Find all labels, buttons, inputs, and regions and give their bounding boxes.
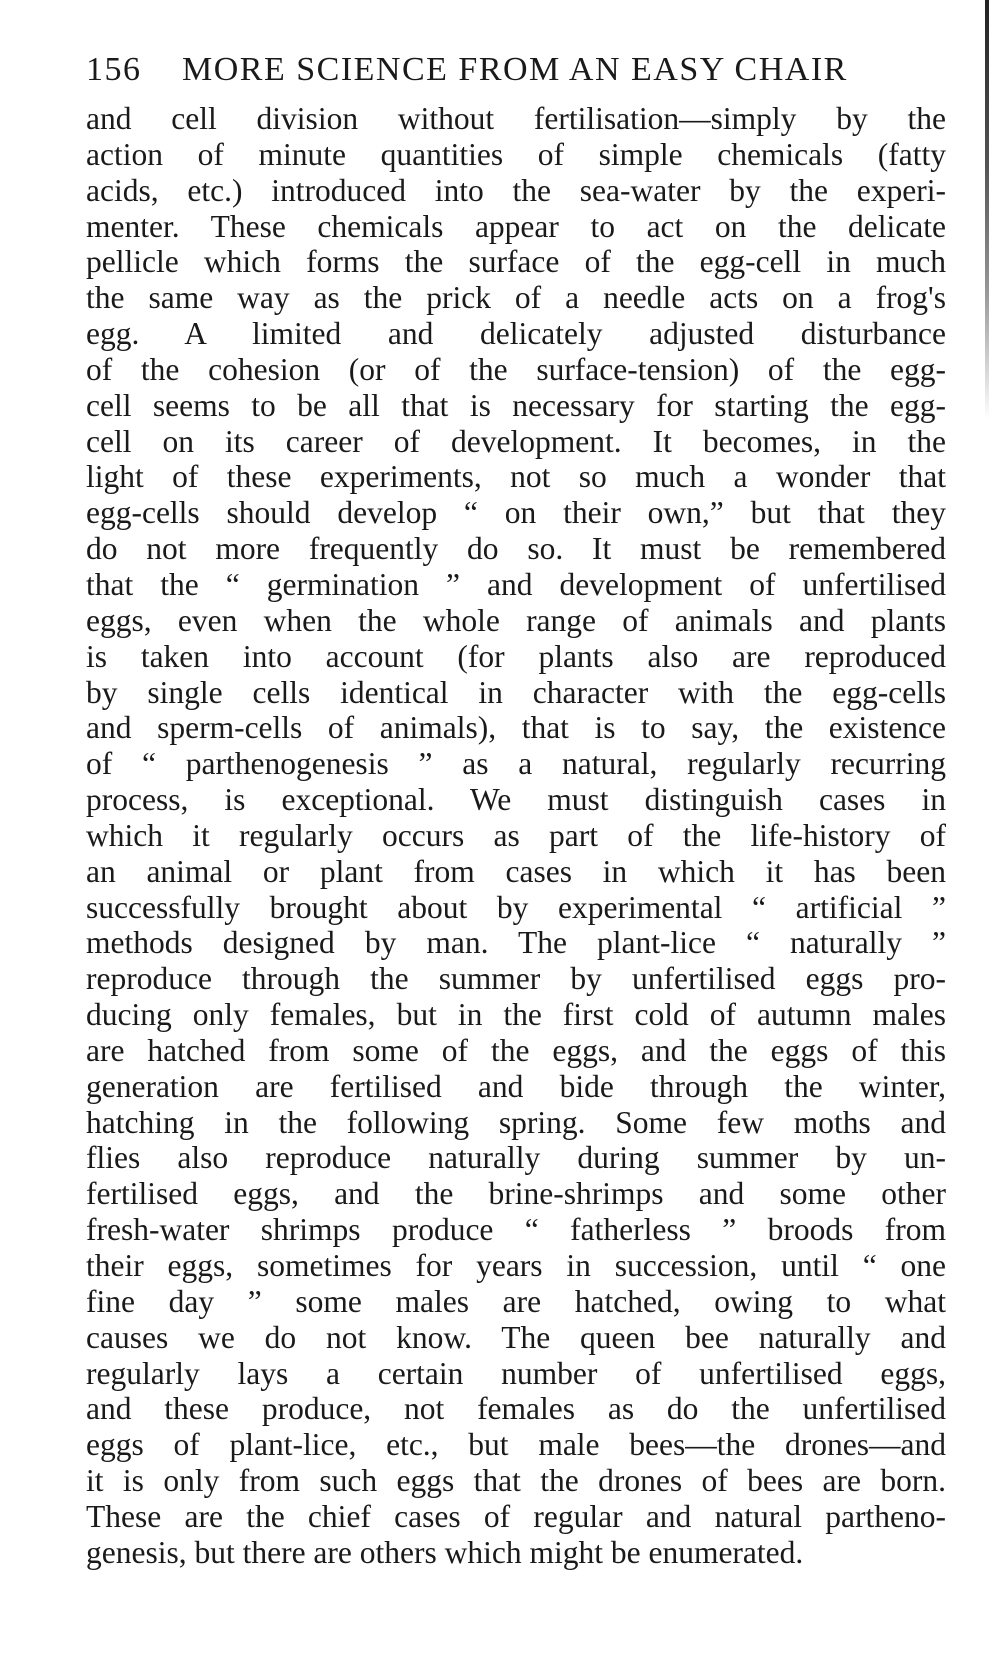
text-line: an animal or plant from cases in which it has been xyxy=(86,853,946,889)
text-line: hatching in the following spring. Some few moths and xyxy=(86,1104,946,1140)
text-line: cell seems to be all that is necessary for starting the egg- xyxy=(86,387,946,423)
text-line: of “ parthenogenesis ” as a natural, regularly recurring xyxy=(86,746,946,782)
text-line: reproduce through the summer by unfertilised eggs pro- xyxy=(86,961,946,997)
text-line: eggs, even when the whole range of animals and plants xyxy=(86,602,946,638)
text-line: fresh-water shrimps produce “ fatherless ” broods from xyxy=(86,1212,946,1248)
text-line: cell on its career of development. It becomes, in the xyxy=(86,423,946,459)
text-line: of the cohesion (or of the surface-tension) of the egg- xyxy=(86,351,946,387)
text-line: are hatched from some of the eggs, and the eggs of this xyxy=(86,1032,946,1068)
text-line: methods designed by man. The plant-lice “ naturally ” xyxy=(86,925,946,961)
text-line: it is only from such eggs that the drones of bees are born. xyxy=(86,1463,946,1499)
text-line: flies also reproduce naturally during summer by un- xyxy=(86,1140,946,1176)
text-line: is taken into account (for plants also are reproduced xyxy=(86,638,946,674)
text-line: ducing only females, but in the first cold of autumn males xyxy=(86,997,946,1033)
text-line: and these produce, not females as do the unfertilised xyxy=(86,1391,946,1427)
text-line: by single cells identical in character with the egg-cells xyxy=(86,674,946,710)
text-line: egg-cells should develop “ on their own,” but that they xyxy=(86,495,946,531)
text-line: action of minute quantities of simple chemicals (fatty xyxy=(86,136,946,172)
text-line: and cell division without fertilisation—simply by the xyxy=(86,101,946,136)
text-line: the same way as the prick of a needle acts on a frog's xyxy=(86,280,946,316)
text-line: eggs of plant-lice, etc., but male bees—the drones—and xyxy=(86,1427,946,1463)
text-line: successfully brought about by experimental “ artificial ” xyxy=(86,889,946,925)
text-line: fine day ” some males are hatched, owing to what xyxy=(86,1283,946,1319)
text-line: their eggs, sometimes for years in succession, until “ one xyxy=(86,1248,946,1283)
body-text xyxy=(86,101,946,1571)
text-line: which it regularly occurs as part of the life-history of xyxy=(86,817,946,853)
text-line: generation are fertilised and bide through the winter, xyxy=(86,1068,946,1104)
text-line: process, is exceptional. We must distinguish cases in xyxy=(86,782,946,818)
text-line: genesis, but there are others which might be enumerated. xyxy=(86,1534,804,1570)
text-line: and sperm-cells of animals), that is to say, the existence xyxy=(86,710,946,746)
text-line: These are the chief cases of regular and natural partheno- xyxy=(86,1498,946,1534)
text-line: fertilised eggs, and the brine-shrimps and some other xyxy=(86,1176,946,1212)
text-line: egg. A limited and delicately adjusted disturbance xyxy=(86,316,946,352)
page-number: 156 xyxy=(86,51,142,88)
text-line: light of these experiments, not so much a wonder that xyxy=(86,459,946,495)
scan-edge-shadow xyxy=(985,0,989,420)
running-head xyxy=(86,50,946,90)
text-line: acids, etc.) introduced into the sea-water by the experi- xyxy=(86,172,946,208)
book-title: MORE SCIENCE FROM AN EASY CHAIR xyxy=(182,51,848,88)
text-line: regularly lays a certain number of unfertilised eggs, xyxy=(86,1355,946,1391)
text-line: causes we do not know. The queen bee naturally and xyxy=(86,1319,946,1355)
text-line: pellicle which forms the surface of the egg-cell in much xyxy=(86,244,946,280)
text-line: that the “ germination ” and development of unfertilised xyxy=(86,566,946,602)
text-line: menter. These chemicals appear to act on the delicate xyxy=(86,208,946,244)
text-line: do not more frequently do so. It must be remembered xyxy=(86,531,946,567)
